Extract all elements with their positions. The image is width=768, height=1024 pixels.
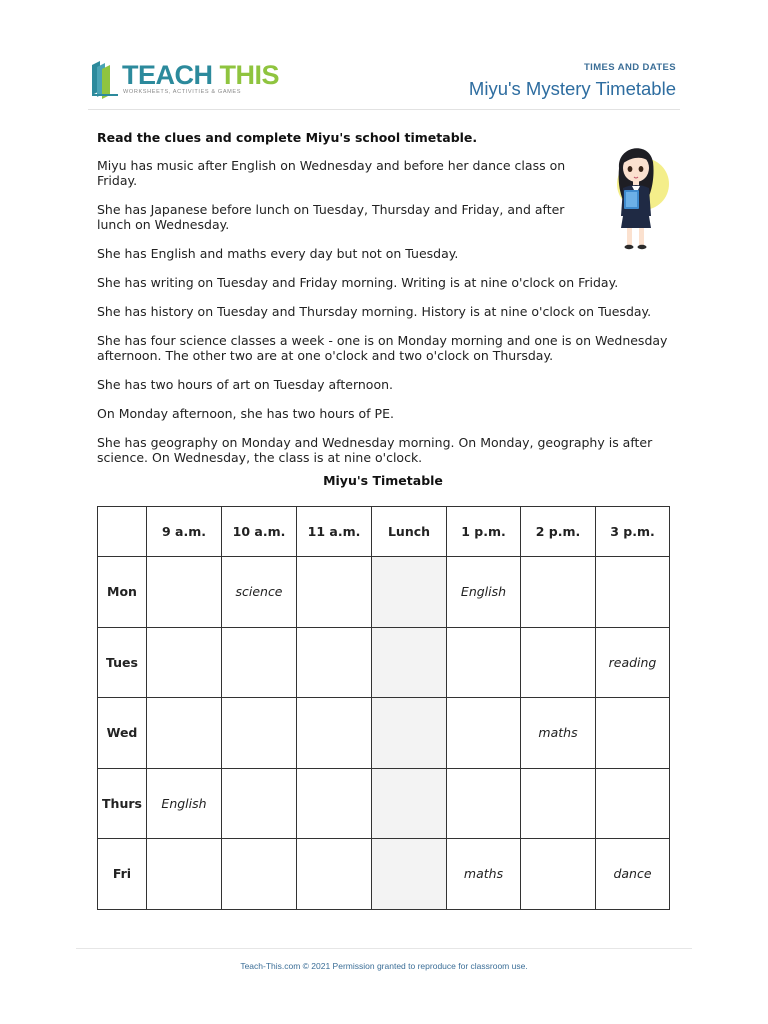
- column-header: 11 a.m.: [297, 507, 372, 557]
- logo-tagline: WORKSHEETS, ACTIVITIES & GAMES: [123, 89, 242, 95]
- timetable-cell[interactable]: [297, 839, 372, 910]
- header-divider: [88, 109, 680, 110]
- day-label: Mon: [98, 557, 147, 628]
- timetable-cell[interactable]: [147, 839, 222, 910]
- column-header: 2 p.m.: [521, 507, 596, 557]
- corner-cell: [98, 507, 147, 557]
- timetable-cell[interactable]: reading: [596, 627, 670, 698]
- copyright-footer: Teach-This.com © 2021 Permission granted to reproduce for classroom use.: [240, 961, 528, 971]
- timetable-cell[interactable]: [147, 557, 222, 628]
- timetable-cell[interactable]: [521, 627, 596, 698]
- timetable-cell[interactable]: [596, 768, 670, 839]
- timetable-cell[interactable]: [447, 698, 521, 769]
- timetable-title: Miyu's Timetable: [323, 473, 443, 488]
- timetable-cell[interactable]: [147, 698, 222, 769]
- timetable-cell[interactable]: [222, 627, 297, 698]
- table-row: [98, 768, 670, 839]
- worksheet-body: [97, 130, 673, 479]
- clue-8: On Monday afternoon, she has two hours of PE.: [97, 406, 394, 421]
- timetable-cell[interactable]: [297, 557, 372, 628]
- timetable-cell[interactable]: [147, 627, 222, 698]
- day-label: Thurs: [98, 768, 147, 839]
- column-header: 10 a.m.: [222, 507, 297, 557]
- lunch-cell: [372, 839, 447, 910]
- clue-6: She has four science classes a week - one is on Monday morning and one is on Wednesday afternoon. The other two are at one o'clock and two o'clock on Thursday.: [97, 333, 668, 363]
- timetable-cell[interactable]: maths: [521, 698, 596, 769]
- lunch-cell: [372, 698, 447, 769]
- worksheet-title: Miyu's Mystery Timetable: [468, 78, 676, 99]
- table-row: [98, 557, 670, 628]
- timetable-cell[interactable]: [297, 627, 372, 698]
- table-row: [98, 627, 670, 698]
- table-row: [98, 839, 670, 910]
- clue-1: Miyu has music after English on Wednesday and before her dance class on Friday.: [97, 158, 566, 188]
- timetable-cell[interactable]: [596, 698, 670, 769]
- teach-this-logo: [88, 58, 280, 102]
- day-label: Fri: [98, 839, 147, 910]
- timetable-cell[interactable]: [521, 839, 596, 910]
- day-label: Wed: [98, 698, 147, 769]
- clue-3: She has English and maths every day but not on Tuesday.: [97, 246, 459, 261]
- timetable-cell[interactable]: [596, 557, 670, 628]
- timetable-cell[interactable]: [297, 698, 372, 769]
- lunch-cell: [372, 627, 447, 698]
- timetable-cell[interactable]: [297, 768, 372, 839]
- clue-2: She has Japanese before lunch on Tuesday, Thursday and Friday, and after lunch on Wednesday.: [97, 202, 565, 232]
- timetable-cell[interactable]: dance: [596, 839, 670, 910]
- instruction-text: Read the clues and complete Miyu's school timetable.: [97, 130, 478, 145]
- page-header: [0, 0, 768, 112]
- clue-7: She has two hours of art on Tuesday afternoon.: [97, 377, 393, 392]
- clue-4: She has writing on Tuesday and Friday morning. Writing is at nine o'clock on Friday.: [97, 275, 619, 290]
- timetable-cell[interactable]: English: [447, 557, 521, 628]
- timetable-cell[interactable]: English: [147, 768, 222, 839]
- lunch-cell: [372, 557, 447, 628]
- column-header-lunch: Lunch: [372, 507, 447, 557]
- timetable-cell[interactable]: [521, 768, 596, 839]
- column-header: 3 p.m.: [596, 507, 670, 557]
- timetable: [97, 506, 670, 910]
- book-logo-icon: [88, 59, 122, 99]
- day-label: Tues: [98, 627, 147, 698]
- timetable-header-row: [98, 507, 670, 557]
- timetable-cell[interactable]: [521, 557, 596, 628]
- timetable-cell[interactable]: science: [222, 557, 297, 628]
- lunch-cell: [372, 768, 447, 839]
- timetable-cell[interactable]: [222, 839, 297, 910]
- column-header: 9 a.m.: [147, 507, 222, 557]
- category-label: TIMES AND DATES: [583, 62, 676, 73]
- column-header: 1 p.m.: [447, 507, 521, 557]
- clue-9: She has geography on Monday and Wednesday morning. On Monday, geography is after science. On Wednesday, the class is at nine o'clock.: [97, 435, 653, 465]
- logo-wordmark: TEACH THIS: [122, 60, 280, 90]
- clue-5: She has history on Tuesday and Thursday morning. History is at nine o'clock on Tuesday.: [97, 304, 652, 319]
- table-row: [98, 698, 670, 769]
- timetable-cell[interactable]: maths: [447, 839, 521, 910]
- footer-divider: [76, 948, 692, 949]
- timetable-cell[interactable]: [447, 768, 521, 839]
- timetable-cell[interactable]: [447, 627, 521, 698]
- timetable-cell[interactable]: [222, 768, 297, 839]
- timetable-cell[interactable]: [222, 698, 297, 769]
